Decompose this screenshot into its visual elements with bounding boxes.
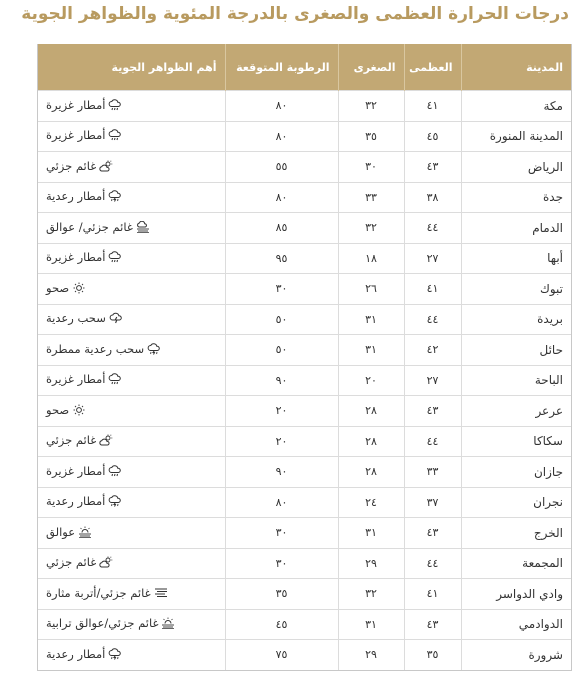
- cell-city: سكاكا: [461, 426, 571, 457]
- cell-city: جازان: [461, 457, 571, 488]
- table-row: [38, 335, 571, 366]
- weather-label: [46, 189, 122, 203]
- table-row: [38, 121, 571, 152]
- cell-max: ٤٤: [404, 548, 461, 579]
- weather-text: أمطار غزيرة: [46, 128, 106, 143]
- weather-text: غائم جزئي: [46, 158, 97, 173]
- cell-city: الرياض: [461, 152, 571, 183]
- cell-weather: [38, 457, 225, 488]
- cell-city: مكة: [461, 91, 571, 122]
- table-row: [38, 213, 571, 244]
- column-header-humidity: الرطوبة المتوقعة: [225, 44, 338, 91]
- cell-max: ٤٣: [404, 396, 461, 427]
- partly-cloudy-icon: [99, 160, 113, 172]
- cell-weather: [38, 487, 225, 518]
- cell-humidity: ٥٥: [225, 152, 338, 183]
- table-row: [38, 152, 571, 183]
- cell-weather: [38, 396, 225, 427]
- weather-label: [46, 525, 92, 539]
- weather-label: [46, 98, 122, 112]
- cell-city: الباحة: [461, 365, 571, 396]
- partly-cloudy-icon: [99, 434, 113, 446]
- cell-max: ٣٧: [404, 487, 461, 518]
- weather-label: [46, 311, 123, 325]
- table-row: [38, 274, 571, 305]
- cell-city: بريدة: [461, 304, 571, 335]
- thunder-rain-icon: [108, 190, 122, 202]
- cell-humidity: ٩٥: [225, 243, 338, 274]
- cell-humidity: ٨٠: [225, 487, 338, 518]
- haze-cloud-icon: [136, 221, 150, 233]
- table-row: [38, 426, 571, 457]
- weather-table: [38, 44, 571, 670]
- cell-max: ٤١: [404, 274, 461, 305]
- cell-city: أبها: [461, 243, 571, 274]
- cell-humidity: ٢٠: [225, 426, 338, 457]
- cell-min: ١٨: [338, 243, 404, 274]
- cell-humidity: ٨٥: [225, 213, 338, 244]
- cell-humidity: ٧٥: [225, 640, 338, 670]
- rain-cloud-icon: [108, 373, 122, 385]
- table-header-row: [38, 44, 571, 91]
- cell-humidity: ٣٠: [225, 274, 338, 305]
- thunder-rain-icon: [108, 648, 122, 660]
- cell-weather: [38, 182, 225, 213]
- cell-humidity: ٣٥: [225, 579, 338, 610]
- dust-icon: [154, 587, 168, 599]
- cell-humidity: ٨٠: [225, 91, 338, 122]
- cell-humidity: ٥٠: [225, 304, 338, 335]
- cell-max: ٤٥: [404, 121, 461, 152]
- weather-label: [46, 250, 122, 264]
- cell-min: ٢٨: [338, 457, 404, 488]
- cell-weather: [38, 426, 225, 457]
- cell-weather: [38, 121, 225, 152]
- weather-text: عوالق: [46, 524, 76, 539]
- weather-label: [46, 342, 161, 356]
- cell-max: ٤٣: [404, 152, 461, 183]
- weather-text: أمطار رعدية: [46, 646, 106, 661]
- column-header-city: المدينة: [461, 44, 571, 91]
- column-header-min: الصغرى: [338, 44, 404, 91]
- table-row: [38, 518, 571, 549]
- weather-text: أمطار رعدية: [46, 189, 106, 204]
- column-header-weather: أهم الظواهر الجوية: [38, 44, 225, 91]
- thunder-rain-icon: [108, 495, 122, 507]
- weather-label: [46, 220, 150, 234]
- weather-text: صحو: [46, 402, 70, 417]
- cell-min: ٣٢: [338, 213, 404, 244]
- cell-city: المجمعة: [461, 548, 571, 579]
- cell-max: ٣٥: [404, 640, 461, 670]
- cell-humidity: ٣٠: [225, 518, 338, 549]
- cell-min: ٣٠: [338, 152, 404, 183]
- table-row: [38, 304, 571, 335]
- cell-humidity: ٩٠: [225, 457, 338, 488]
- cell-max: ٤٣: [404, 609, 461, 640]
- rain-cloud-icon: [108, 465, 122, 477]
- table-row: [38, 243, 571, 274]
- cell-max: ٤٤: [404, 426, 461, 457]
- table-row: [38, 365, 571, 396]
- cell-city: الدمام: [461, 213, 571, 244]
- cell-city: نجران: [461, 487, 571, 518]
- weather-text: صحو: [46, 280, 70, 295]
- table-row: [38, 548, 571, 579]
- weather-label: [46, 616, 175, 630]
- rain-cloud-icon: [108, 251, 122, 263]
- weather-text: غائم جزئي: [46, 433, 97, 448]
- cell-max: ٤٣: [404, 518, 461, 549]
- cell-weather: [38, 609, 225, 640]
- cell-city: المدينة المنورة: [461, 121, 571, 152]
- cell-humidity: ٣٠: [225, 548, 338, 579]
- cell-weather: [38, 274, 225, 305]
- cell-weather: [38, 335, 225, 366]
- weather-label: [46, 403, 86, 417]
- table-body: [38, 91, 571, 670]
- cell-weather: [38, 91, 225, 122]
- cell-city: تبوك: [461, 274, 571, 305]
- weather-label: [46, 555, 113, 569]
- weather-text: غائم جزئي/أتربة مثارة: [46, 585, 151, 600]
- cell-max: ٤١: [404, 91, 461, 122]
- cell-max: ٤٢: [404, 335, 461, 366]
- cell-min: ٢٨: [338, 396, 404, 427]
- table-row: [38, 487, 571, 518]
- cell-weather: [38, 152, 225, 183]
- cell-max: ٢٧: [404, 365, 461, 396]
- cell-max: ٣٣: [404, 457, 461, 488]
- table-row: [38, 182, 571, 213]
- haze-sun-icon: [161, 617, 175, 629]
- cell-humidity: ٤٥: [225, 609, 338, 640]
- cell-min: ٣٢: [338, 91, 404, 122]
- cell-max: ٣٨: [404, 182, 461, 213]
- weather-text: غائم جزئي/عوالق ترابية: [46, 616, 159, 631]
- cell-min: ٣١: [338, 609, 404, 640]
- table-row: [38, 457, 571, 488]
- weather-text: أمطار غزيرة: [46, 97, 106, 112]
- sun-icon: [72, 404, 86, 416]
- haze-sun-icon: [78, 526, 92, 538]
- thunder-cloud-icon: [109, 312, 123, 324]
- rain-cloud-icon: [108, 129, 122, 141]
- weather-label: [46, 494, 122, 508]
- weather-text: غائم جزئي: [46, 555, 97, 570]
- cell-min: ٢٩: [338, 640, 404, 670]
- cell-min: ٢٨: [338, 426, 404, 457]
- weather-text: أمطار غزيرة: [46, 463, 106, 478]
- sun-icon: [72, 282, 86, 294]
- weather-label: [46, 464, 122, 478]
- weather-text: غائم جزئي/ عوالق: [46, 219, 133, 234]
- cell-city: حائل: [461, 335, 571, 366]
- cell-min: ٣١: [338, 304, 404, 335]
- cell-city: جدة: [461, 182, 571, 213]
- cell-weather: [38, 243, 225, 274]
- cell-max: ٤١: [404, 579, 461, 610]
- weather-label: [46, 433, 113, 447]
- weather-label: [46, 128, 122, 142]
- cell-weather: [38, 518, 225, 549]
- cell-min: ٣٣: [338, 182, 404, 213]
- table-row: [38, 609, 571, 640]
- cell-humidity: ٨٠: [225, 182, 338, 213]
- weather-label: [46, 372, 122, 386]
- cell-min: ٢٩: [338, 548, 404, 579]
- cell-min: ٣٥: [338, 121, 404, 152]
- cell-max: ٤٤: [404, 213, 461, 244]
- table-row: [38, 91, 571, 122]
- weather-text: أمطار غزيرة: [46, 250, 106, 265]
- cell-max: ٤٤: [404, 304, 461, 335]
- cell-humidity: ٩٠: [225, 365, 338, 396]
- weather-table-container: [37, 44, 572, 671]
- cell-humidity: ٥٠: [225, 335, 338, 366]
- table-row: [38, 396, 571, 427]
- cell-min: ٢٦: [338, 274, 404, 305]
- cell-city: وادي الدواسر: [461, 579, 571, 610]
- weather-text: سحب رعدية: [46, 311, 106, 326]
- cell-city: عرعر: [461, 396, 571, 427]
- cell-min: ٣١: [338, 335, 404, 366]
- column-header-max: العظمى: [404, 44, 461, 91]
- cell-max: ٢٧: [404, 243, 461, 274]
- weather-label: [46, 647, 122, 661]
- rain-cloud-icon: [108, 99, 122, 111]
- weather-text: سحب رعدية ممطرة: [46, 341, 145, 356]
- cell-weather: [38, 548, 225, 579]
- cell-min: ٣٢: [338, 579, 404, 610]
- weather-label: [46, 281, 86, 295]
- weather-label: [46, 586, 168, 600]
- cell-city: الدوادمي: [461, 609, 571, 640]
- cell-weather: [38, 213, 225, 244]
- cell-min: ٢٤: [338, 487, 404, 518]
- cell-weather: [38, 365, 225, 396]
- partly-cloudy-icon: [99, 556, 113, 568]
- thunder-rain-icon: [147, 343, 161, 355]
- title-text: درجات الحرارة العظمى والصغرى بالدرجة المئوية والظواهر الجوية: [21, 4, 569, 24]
- cell-weather: [38, 579, 225, 610]
- weather-text: أمطار رعدية: [46, 494, 106, 509]
- cell-humidity: ٢٠: [225, 396, 338, 427]
- table-row: [38, 640, 571, 670]
- cell-min: ٢٠: [338, 365, 404, 396]
- cell-weather: [38, 304, 225, 335]
- weather-text: أمطار غزيرة: [46, 372, 106, 387]
- table-row: [38, 579, 571, 610]
- weather-label: [46, 159, 113, 173]
- cell-weather: [38, 640, 225, 670]
- cell-city: الخرج: [461, 518, 571, 549]
- cell-min: ٣١: [338, 518, 404, 549]
- cell-city: شرورة: [461, 640, 571, 670]
- page-title: [21, 2, 577, 26]
- cell-humidity: ٨٠: [225, 121, 338, 152]
